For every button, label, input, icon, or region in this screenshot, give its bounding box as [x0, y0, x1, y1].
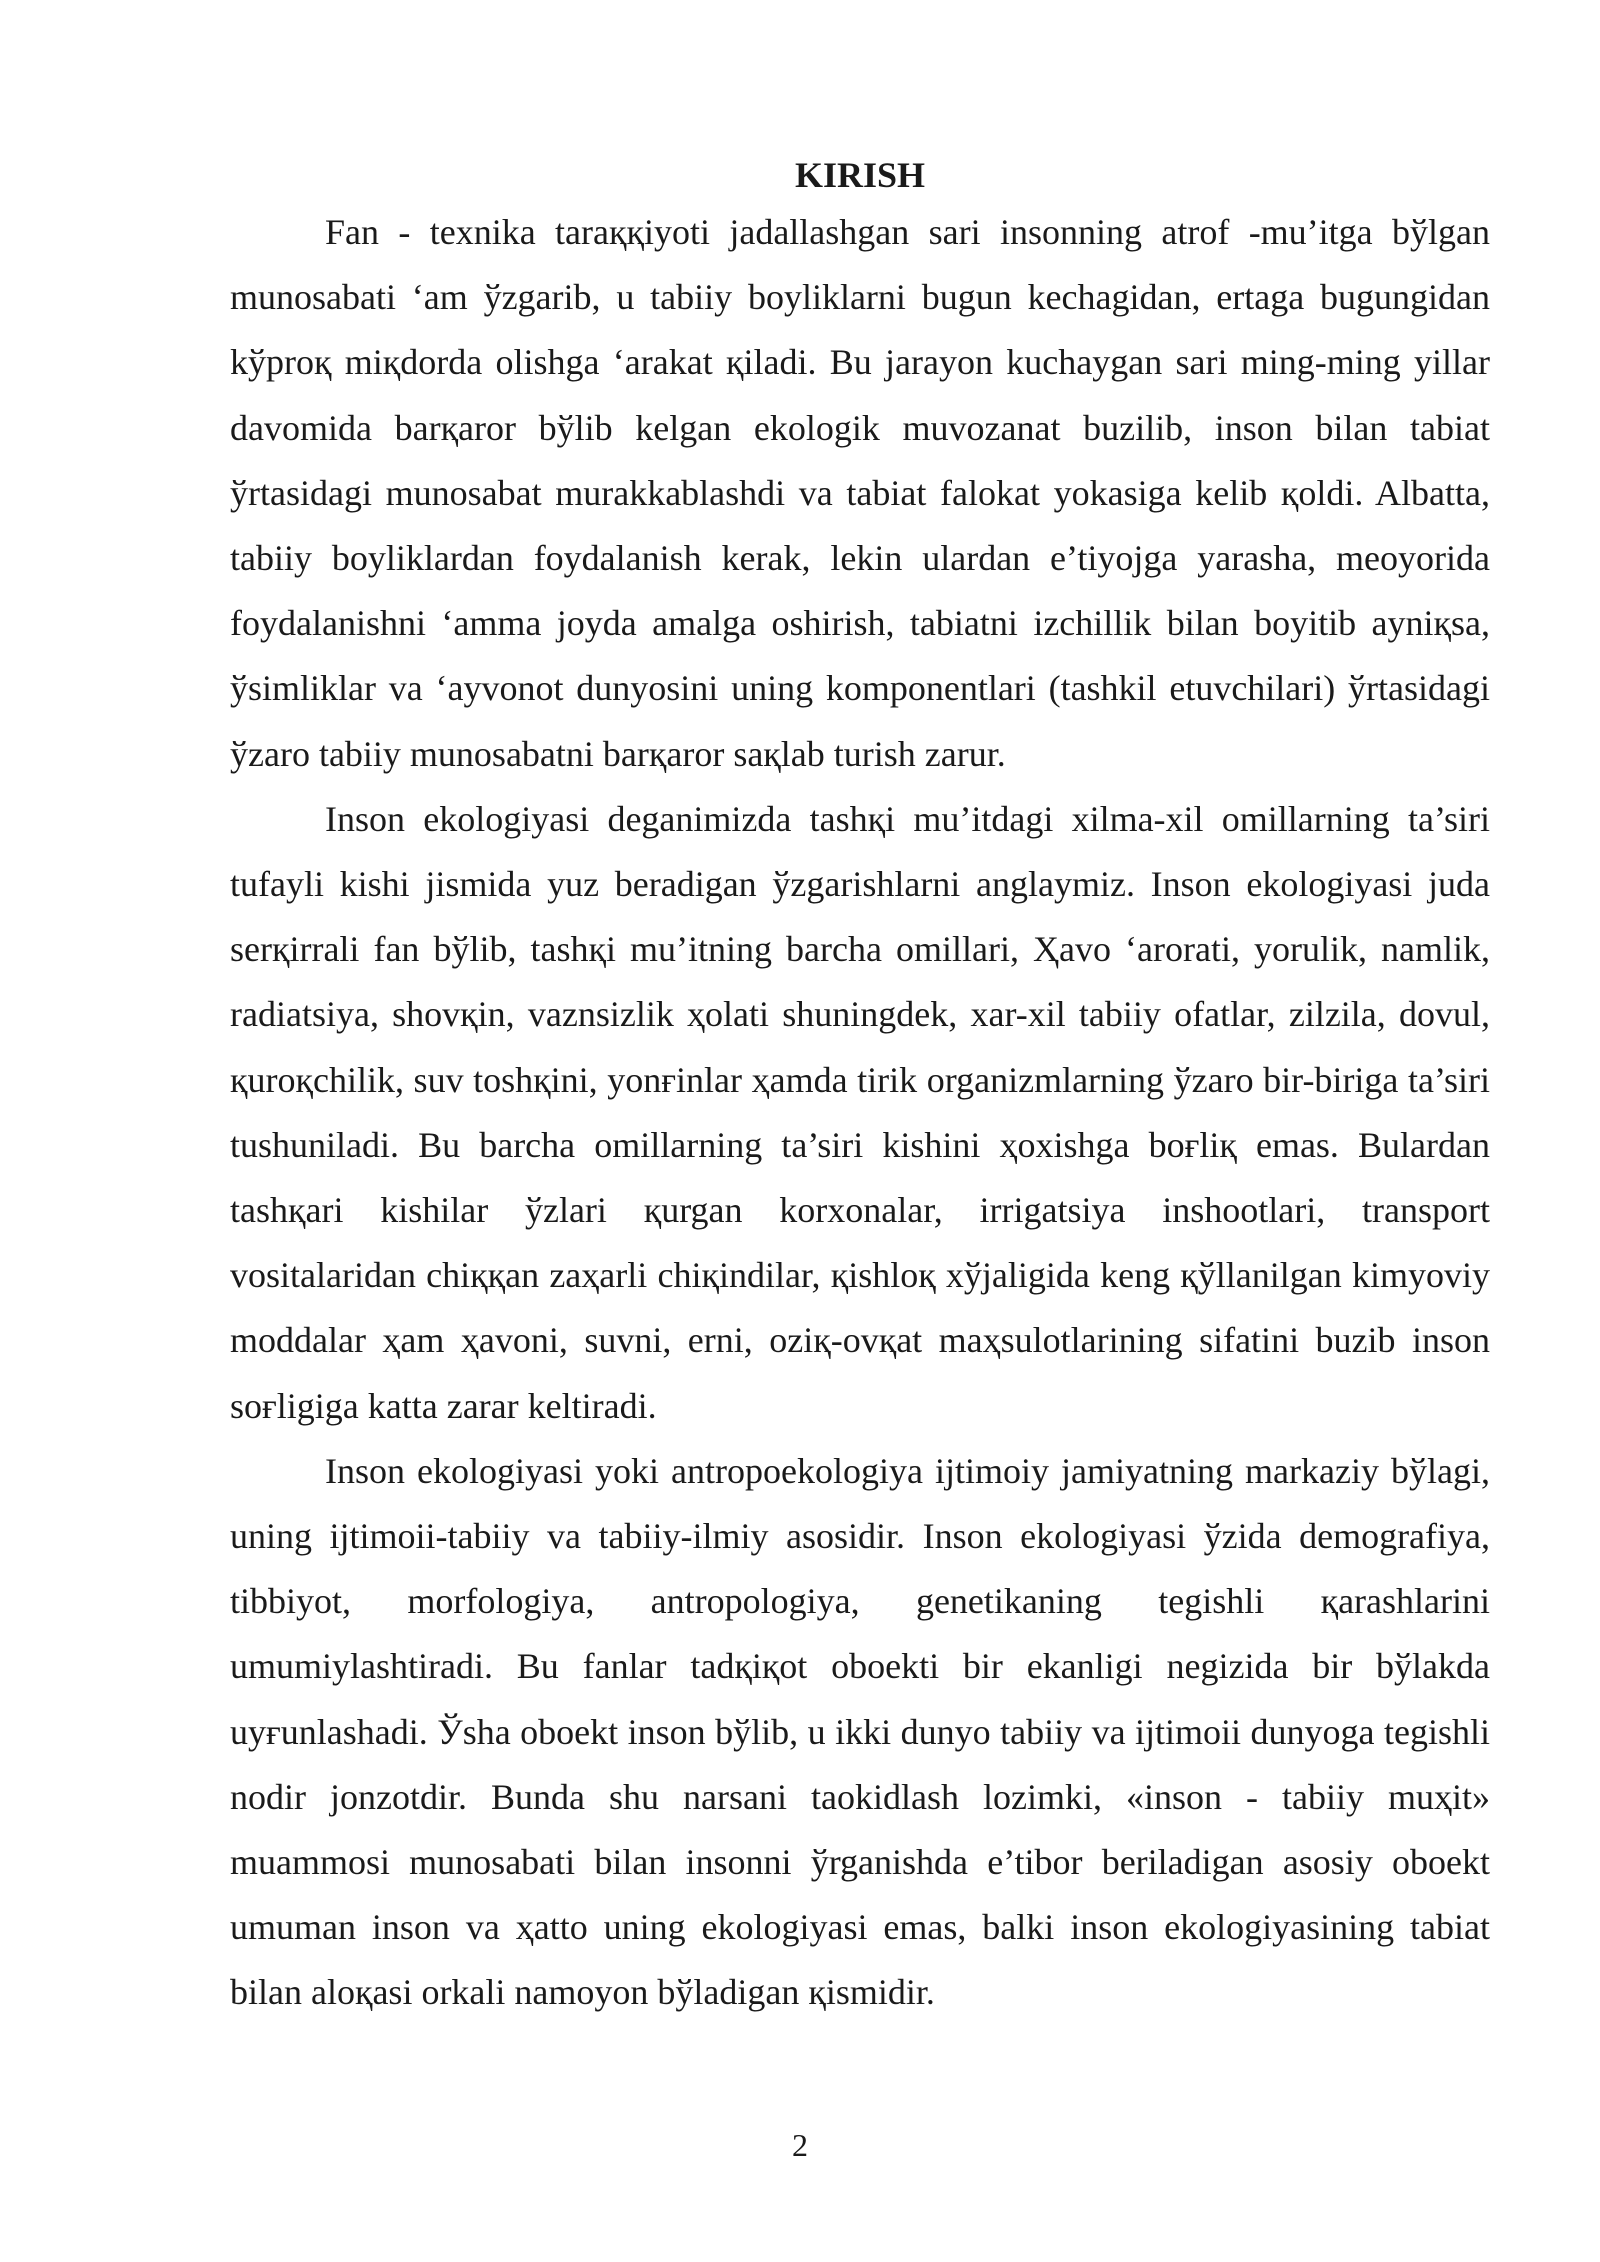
document-page — [230, 150, 1490, 2026]
page-number: 2 — [792, 2127, 808, 2163]
document-title: KIRISH — [794, 155, 926, 195]
paragraph-3: Inson ekologiyasi yoki antropoekologiya ijtimoiy jamiyatning markaziy bўlagi, uning ijtimoii-tabiiy va tabiiy-ilmiy asosidir. Inson ekologiyasi ўzida demografiya, tibbiyot, morfologiya, antropologiya, genetikaning tegishli қarashlarini umumiylashtiradi. Bu fanlar tadқiқot oboekti bir ekanligi negizida bir bўlakda uyғunlashadi. Ўsha oboekt inson bўlib, u ikki dunyo tabiiy va ijtimoii dunyoga tegishli nodir jonzotdir. Bunda shu narsani taokidlash lozimki, «inson - tabiiy muҳit» muammosi munosabati bilan insonni ўrganishda e’tibor beriladigan asosiy oboekt umuman inson va ҳatto uning ekologiyasi emas, balki inson ekologiyasining tabiat bilan aloқasi orkali namoyon bўladigan қismidir. — [230, 1450, 1490, 2013]
paragraph-2: Inson ekologiyasi deganimizda tashқi mu’itdagi xilma-xil omillarning ta’siri tufayli kishi jismida yuz beradigan ўzgarishlarni anglaymiz. Inson ekologiyasi juda serқirrali fan bўlib, tashқi mu’itning barcha omillari, Ҳavo ‘arorati, yorulik, namlik, radiatsiya, shovқin, vaznsizlik ҳolati shuningdek, xar-xil tabiiy ofatlar, zilzila, dovul, қuroқchilik, suv toshқini, yonғinlar ҳamda tirik organizmlarning ўzaro bir-biriga ta’siri tushuniladi. Bu barcha omillarning ta’siri kishini ҳoxishga boғliқ emas. Bulardan tashқari kishilar ўzlari қurgan korxonalar, irrigatsiya inshootlari, transport vositalaridan chiққan zaҳarli chiқindilar, қishloқ xўjaligida keng қўllanilgan kimyoviy moddalar ҳam ҳavoni, suvni, erni, oziқ-ovқat maҳsulotlarining sifatini buzib inson soғligiga katta zarar keltiradi. — [230, 798, 1490, 1426]
paragraph-1: Fan - texnika taraққiyoti jadallashgan sari insonning atrof -mu’itga bўlgan munosabati ‘am ўzgarib, u tabiiy boyliklarni bugun kechagidan, ertaga bugungidan kўproқ miқdorda olishga ‘arakat қiladi. Bu jarayon kuchaygan sari ming-ming yillar davomida barқaror bўlib kelgan ekologik muvozanat buzilib, inson bilan tabiat ўrtasidagi munosabat murakkablashdi va tabiat falokat yokasiga kelib қoldi. Albatta, tabiiy boyliklardan foydalanish kerak, lekin ulardan e’tiyojga yarasha, meoyorida foydalanishni ‘amma joyda amalga oshirish, tabiatni izchillik bilan boyitib ayniқsa, ўsimliklar va ‘ayvonot dunyosini uning komponentlari (tashkil etuvchilari) ўrtasidagi ўzaro tabiiy munosabatni barқaror saқlab turish zarur. — [230, 212, 1490, 774]
